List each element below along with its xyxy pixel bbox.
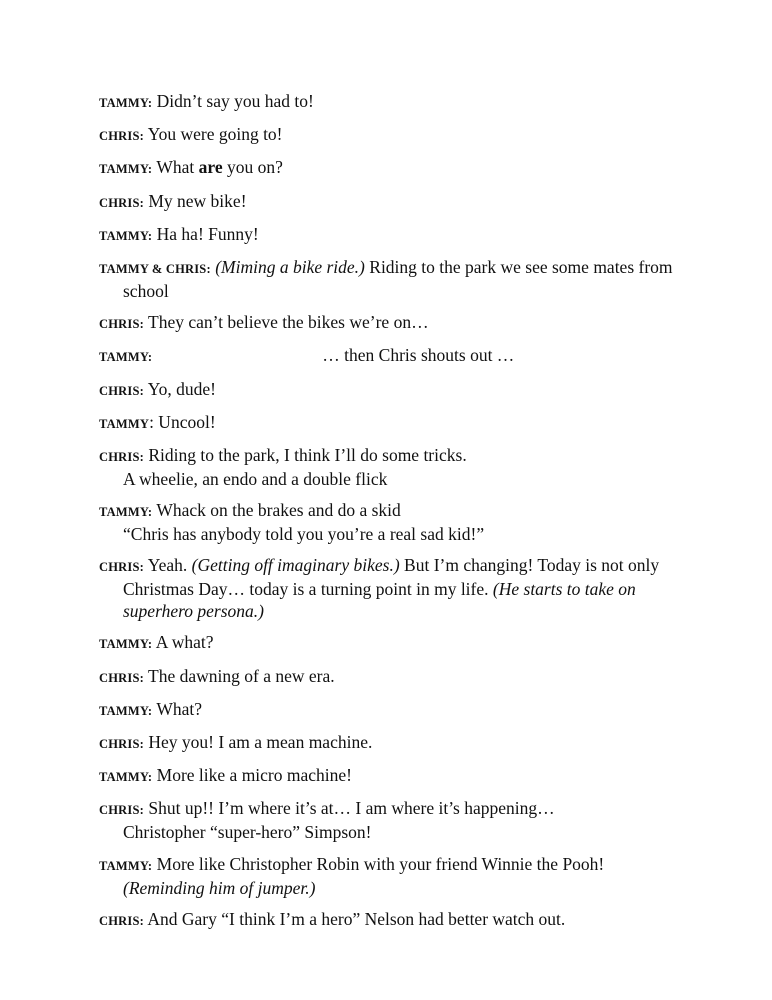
dialogue-text: Whack on the brakes and do a skid [152,500,401,521]
dialogue-line [99,90,699,114]
emphasis-text: are [198,157,223,178]
dialogue-line [99,190,699,214]
dialogue-text: Shut up!! I’m where it’s at… I am where it’s happening… [143,798,555,819]
dialogue-text: : Uncool! [149,411,216,432]
dialogue-line [99,499,699,545]
dialogue-line [99,378,699,402]
dialogue-line [99,223,699,247]
speaker-name: CHRIS: [99,913,144,928]
dialogue-line [99,631,699,655]
stage-direction: (He starts to take on superhero persona.) [123,579,636,622]
dialogue-line [99,764,699,788]
dialogue-text: Hey you! I am a mean machine. [143,732,373,752]
dialogue-text: Yeah. [143,555,192,576]
dialogue-text: Riding to the park we see some mates from school [123,256,673,301]
speaker-name: CHRIS: [99,449,144,464]
dialogue-text: And Gary “I think I’m a hero” Nelson had better watch out. [143,908,566,929]
dialogue-line [99,797,699,843]
stage-direction: (Miming a bike ride.) [215,256,365,277]
speaker-name: TAMMY: [99,703,153,718]
stage-direction: (Reminding him of jumper.) [123,877,316,898]
speaker-name: TAMMY: [99,770,153,785]
script-page [99,90,699,941]
dialogue-text: Didn’t say you had to! [152,91,314,111]
dialogue-text: Riding to the park, I think I’ll do some tricks. [143,444,467,465]
speaker-name: TAMMY [99,416,150,431]
dialogue-line [99,123,699,147]
dialogue-text: you on? [222,157,283,178]
speaker-name: TAMMY: [99,96,153,110]
dialogue-text: Christopher “super-hero” Simpson! [123,822,372,843]
speaker-name: TAMMY: [99,162,153,177]
dialogue-text: Ha ha! Funny! [152,223,259,244]
dialogue-line [99,311,699,335]
stage-direction: (Getting off imaginary bikes.) [191,555,400,576]
dialogue-line [99,156,699,180]
dialogue-line [99,665,699,689]
dialogue-line [99,853,699,899]
dialogue-line [99,411,699,435]
dialogue-text: A wheelie, an endo and a double flick [123,468,388,489]
speaker-name: TAMMY: [99,228,153,243]
speaker-name: CHRIS: [99,195,144,210]
dialogue-text: More like a micro machine! [152,765,352,786]
dialogue-text: What? [152,698,203,719]
speaker-name: TAMMY: [99,858,153,873]
dialogue-text: A what? [152,632,214,653]
dialogue-line [99,698,699,722]
speaker-name: CHRIS: [99,129,144,144]
speaker-name: CHRIS: [99,670,144,685]
dialogue-line [99,908,699,932]
dialogue-line [99,344,699,368]
dialogue-text: More like Christopher Robin with your friend Winnie the Pooh! [152,853,605,874]
speaker-name: CHRIS: [99,560,144,575]
dialogue-text: The dawning of a new era. [143,665,335,686]
dialogue-line [99,444,699,490]
speaker-name: CHRIS: [99,383,144,398]
dialogue-line [99,731,699,755]
dialogue-text: What [152,157,199,178]
dialogue-text: Yo, dude! [143,378,216,399]
dialogue-text: But I’m changing! Today is not only Christmas Day… today is a turning point in my life. [123,555,660,600]
dialogue-text: You were going to! [143,124,283,145]
speaker-name: CHRIS: [99,803,144,818]
dialogue-text: … then Chris shouts out … [322,345,515,366]
dialogue-line [99,554,699,622]
speaker-name: CHRIS: [99,317,144,332]
speaker-name: TAMMY: [99,350,153,365]
speaker-name: TAMMY: [99,637,153,652]
speaker-name: CHRIS: [99,737,144,751]
dialogue-line [99,256,699,302]
dialogue-text: They can’t believe the bikes we’re on… [143,312,429,333]
speaker-name: TAMMY & CHRIS: [99,261,211,276]
dialogue-text: “Chris has anybody told you you’re a real sad kid!” [123,524,485,545]
dialogue-text: My new bike! [143,190,247,211]
speaker-name: TAMMY: [99,505,153,520]
